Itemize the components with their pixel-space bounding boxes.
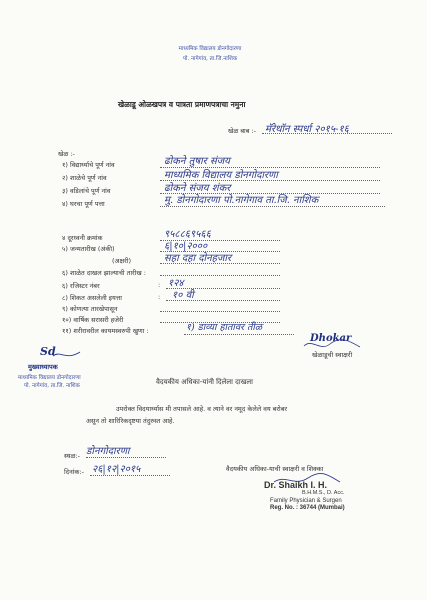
doctor-role: Family Physician & Surgen bbox=[270, 498, 342, 504]
place-label: स्थळ:- bbox=[64, 452, 81, 460]
headmaster-stamp-line2: पो. नागेगांव, ता.जि. नाशिक bbox=[24, 383, 80, 389]
dob-line-words bbox=[160, 263, 280, 264]
sport-value: मॅरेथॉन स्पर्धा २०१५-१६ bbox=[265, 124, 349, 135]
since-date-label: ९) कोणत्या तारखेपासून bbox=[62, 305, 118, 313]
admission-date-label: ६) शाळेत दाखल झाल्याची तारीख : bbox=[62, 269, 146, 277]
date-value: २६|१२|२०१५ bbox=[92, 464, 141, 475]
register-colon: : bbox=[158, 281, 161, 289]
place-value: डोनगोदारणा bbox=[86, 446, 130, 457]
doctor-name: Dr. Shaikh I. H. bbox=[264, 480, 328, 490]
field-label-1: १) विद्यार्थ्याचे पूर्ण नांव bbox=[62, 161, 115, 169]
medical-text-2: असून तो शारिरिकदृष्टया तंदुरुस्त आहे. bbox=[86, 417, 175, 425]
dob-label-words: (अक्षरी) bbox=[112, 257, 132, 265]
doctor-stamp bbox=[264, 480, 345, 511]
headmaster-signature-stroke bbox=[52, 348, 82, 362]
field-label-2: २) शाळेचे पूर्ण नांव bbox=[62, 174, 107, 182]
date-line bbox=[90, 475, 170, 476]
dob-value-number: ६|१०|२००० bbox=[164, 241, 208, 252]
field-label-3: ३) वडिलांचे पूर्ण नांव bbox=[62, 187, 111, 195]
player-signature: Dhokar bbox=[310, 333, 352, 344]
class-colon: : bbox=[158, 293, 161, 301]
section-label: खेळ :- bbox=[58, 150, 75, 158]
dob-label-number: ५) जन्मतारीख (अंकी) bbox=[62, 245, 115, 253]
header-stamp-line2: पो. नागेगांव, ता.जि.नाशिक bbox=[182, 56, 238, 62]
field-value-4: मु. डोनगोदारणा पो.नागेगाव ता.जि. नाशिक bbox=[164, 195, 319, 206]
doctor-degree: B.H.M.S., D. Acc. bbox=[302, 490, 345, 496]
header-stamp-line1: माध्यमिक विद्यालय डोनगोदारणा bbox=[178, 46, 242, 52]
field-value-1: ढोकने तुषार संजय bbox=[164, 156, 230, 167]
attendance-label: १०) वार्षिक सरासरी हजेरी bbox=[62, 316, 124, 324]
field-line-4 bbox=[160, 206, 385, 207]
class-line bbox=[166, 300, 280, 301]
document-title: खेळाडू ओळखपत्र व पात्रता प्रमाणपत्राचा नमुना bbox=[118, 100, 246, 109]
date-label: दिनांक:- bbox=[64, 468, 84, 476]
sport-label: खेळ बाब :- bbox=[228, 127, 257, 135]
headmaster-title: मुख्याध्यापक bbox=[28, 363, 58, 371]
place-line bbox=[86, 457, 166, 458]
doctor-reg: Reg. No. : 36744 (Mumbai) bbox=[270, 505, 345, 511]
headmaster-signature: Sd bbox=[40, 345, 56, 358]
register-value: १२४ bbox=[168, 278, 184, 289]
field-label-4: ४) घरचा पूर्ण पत्ता bbox=[62, 200, 105, 208]
field-value-3: ढोकने संजय शंकर bbox=[164, 183, 231, 194]
phone-value: ९५८८६९५६६ bbox=[164, 229, 211, 240]
register-label: ६) रजिस्टर नंबर bbox=[62, 282, 100, 290]
doctor-signature-label: वैदयकीय अधिका-याची स्वाक्षरी व शिक्का bbox=[226, 465, 324, 473]
medical-text-1: उपरोक्त विदयार्थ्यास मी तपासले आहे. व त्याने वर नमूद केलेले वय बरोबर bbox=[116, 405, 288, 413]
phone-label: ४ दूरध्वनी क्रमांक bbox=[62, 234, 103, 242]
header-stamp bbox=[150, 44, 270, 62]
since-date-line bbox=[160, 311, 280, 312]
marks-value: १) डाव्या हातावर तीळ bbox=[186, 322, 263, 333]
marks-line bbox=[184, 334, 294, 335]
field-value-2: माध्यमिक विद्यालय डोनगोदारणा bbox=[164, 170, 278, 181]
player-signature-label: खेळाडूची स्वाक्षरी bbox=[312, 351, 353, 359]
dob-value-words: सहा दहा दोनहजार bbox=[164, 253, 232, 264]
marks-label: ११) शरीरावरील कायमस्वरुपी खुणा : bbox=[62, 327, 149, 335]
class-label: ८) शिकत असलेली इयत्ता bbox=[62, 294, 122, 302]
medical-heading: वैदयकीय अधिका-यांनी दिलेला दाखला bbox=[156, 378, 253, 386]
sport-line bbox=[262, 133, 392, 134]
class-value: १० वी bbox=[172, 290, 194, 301]
headmaster-stamp-line1: माध्यमिक विद्यालय डोनगोदारणा bbox=[18, 375, 81, 381]
